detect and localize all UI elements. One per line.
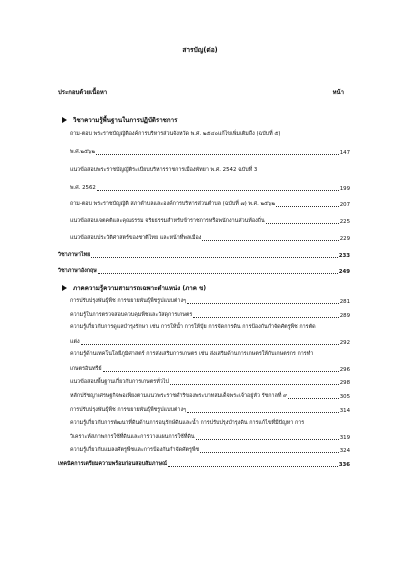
leader-dots <box>103 370 339 372</box>
toc-entry[interactable] <box>70 183 350 192</box>
toc-entry-label: การปรับปรุงพันธุ์พืช การขยายพันธุ์พืชรูปแบบต่างๆ <box>70 407 186 413</box>
leader-dots <box>288 397 339 399</box>
leader-dots <box>187 411 339 413</box>
toc-entry-label: หลักปรัชญาเศรษฐกิจพอเพียงตามแนวพระราชดำริของพระบาทสมเด็จพระเจ้าอยู่หัว รัชกาลที่ ๙ <box>70 393 288 399</box>
toc-page-number: 147 <box>339 150 350 156</box>
toc-page-number: 229 <box>339 236 350 242</box>
page-column-header: หน้า <box>332 89 344 96</box>
toc-entry-label: พ.ศ. 2562 <box>70 185 96 191</box>
leader-dots <box>187 302 339 304</box>
toc-entry-label: การปรับปรุงพันธุ์พืช การขยายพันธุ์พืชรูปแบบต่างๆ <box>70 298 186 304</box>
toc-page-number: 336 <box>338 462 350 468</box>
toc-entry-label: เทคนิคการเตรียมความพร้อมก่อนสอบสัมภาษณ์ <box>58 461 167 467</box>
toc-entry-label: ความรู้ในการตรวจสอบควบคุมพืชและวัสดุการเกษตร <box>70 312 193 318</box>
leader-dots <box>276 205 339 207</box>
toc-page-number: 305 <box>339 394 350 400</box>
toc-entry[interactable] <box>70 432 350 441</box>
toc-entry[interactable] <box>70 310 350 319</box>
toc-entry-line: ถาม-ตอบ พระราชบัญญัติองค์การบริหารส่วนจังหวัด พ.ศ. ๒๕๔๐แก้ไขเพิ่มเติมถึง (ฉบับที่ ๕) <box>70 131 281 137</box>
toc-page-number: 233 <box>338 253 350 259</box>
toc-entry-label: วิเคราะห์สภาพการใช้ที่ดินและการวางแผนการใช้ที่ดิน <box>70 434 195 440</box>
toc-entry-thai[interactable] <box>58 250 350 259</box>
section-a-title: วิชาความรู้พื้นฐานในการปฏิบัติราชการ <box>73 117 178 124</box>
toc-entry[interactable] <box>70 199 350 208</box>
toc-entry[interactable] <box>70 405 350 414</box>
leader-dots <box>200 451 339 453</box>
arrow-bullet-icon <box>62 285 67 291</box>
toc-entry-label: แต่ง <box>70 339 80 345</box>
toc-entry[interactable] <box>70 364 350 373</box>
toc-page-number: 281 <box>339 299 350 305</box>
toc-page-number: 298 <box>339 380 350 386</box>
leader-dots <box>168 465 338 467</box>
toc-entry-label: ความรู้เกี่ยวกับแมลงศัตรูพืชและการป้องกันกำจัดศัตรูพืช <box>70 447 200 453</box>
arrow-bullet-icon <box>62 117 67 123</box>
toc-page-number: 199 <box>339 186 350 192</box>
leader-dots <box>81 343 339 345</box>
toc-entry[interactable] <box>70 377 350 386</box>
toc-entry-label: วิชาภาษาอังกฤษ <box>58 268 97 274</box>
leader-dots <box>266 222 339 224</box>
toc-page-number: 207 <box>339 202 350 208</box>
toc-entry-label: แนวข้อสอบประวัติศาสตร์ของชาติไทย และหน้าที่พลเมือง <box>70 235 202 241</box>
leader-dots <box>196 438 339 440</box>
toc-entry[interactable] <box>70 147 350 156</box>
section-b-title: ภาคความรู้ความสามารถเฉพาะตำแหน่ง (ภาค ข) <box>73 285 207 292</box>
leader-dots <box>193 316 338 318</box>
leader-dots <box>91 256 337 258</box>
toc-entry[interactable] <box>70 233 350 242</box>
leader-dots <box>96 153 339 155</box>
toc-entry-line: ความรู้ด้านเทคโนโลยีภูมิศาสตร์ การส่งเสริมการเกษตร เช่น ส่งเสริมด้านการเกษตรให้กับเกษตรกร การทำ <box>70 351 314 357</box>
leader-dots <box>170 383 339 385</box>
toc-entry[interactable] <box>70 337 350 346</box>
section-b-heading <box>62 283 206 293</box>
toc-entry-line: ความรู้เกี่ยวกับการดูแลบำรุงรักษา เช่น การให้น้ำ การให้ปุ๋ย การจัดการดิน การป้องกันกำจัดศัตรูพืช การตัด <box>70 324 316 330</box>
toc-entry-interview[interactable] <box>58 459 350 468</box>
toc-page-number: 225 <box>339 219 350 225</box>
page-title: สารบัญ(ต่อ) <box>182 46 218 54</box>
toc-entry-label: แนวข้อสอบพื้นฐานเกี่ยวกับการเกษตรทั่วไป <box>70 379 169 385</box>
toc-page-number: 296 <box>339 367 350 373</box>
contents-header: ประกอบด้วยเนื้อหา <box>58 89 108 96</box>
toc-entry-label: วิชาภาษาไทย <box>58 252 91 258</box>
toc-page-number: 324 <box>339 448 350 454</box>
toc-entry-english[interactable] <box>58 266 350 275</box>
toc-entry[interactable] <box>70 296 350 305</box>
toc-entry[interactable] <box>70 445 350 454</box>
toc-entry-label: พ.ศ.๒๕๖๒ <box>70 149 96 155</box>
leader-dots <box>202 239 338 241</box>
toc-page-number: 292 <box>339 340 350 346</box>
leader-dots <box>97 189 339 191</box>
toc-page-number: 314 <box>339 408 350 414</box>
toc-page-number: 249 <box>338 269 350 275</box>
toc-page-number: 289 <box>339 313 350 319</box>
toc-entry-line: แนวข้อสอบพระราชบัญญัติระเบียบบริหารราชการเมืองพัทยา พ.ศ. 2542 ฉบับที่ 3 <box>70 167 258 173</box>
leader-dots <box>98 272 338 274</box>
toc-entry-label: เกษตรอินทรีย์ <box>70 366 102 372</box>
toc-entry-label: ถาม-ตอบ พระราชบัญญัติ สภาตำบลและองค์การบริหารส่วนตำบล (ฉบับที่ ๗) พ.ศ. ๒๕๖๒ <box>70 201 276 207</box>
toc-entry-line: ความรู้เกี่ยวกับการพัฒนาที่ดินด้านการอนุรักษ์ดินและน้ำ การปรับปรุงบำรุงดิน การแก้ไขที่มีปัญหา การ <box>70 420 305 426</box>
toc-entry-label: แนวข้อสอบเจตคติและคุณธรรม จริยธรรมสำหรับข้าราชการหรือพนักงานส่วนท้องถิ่น <box>70 218 265 224</box>
toc-entry[interactable] <box>70 391 350 400</box>
section-a-heading <box>62 115 177 125</box>
toc-page-number: 319 <box>339 435 350 441</box>
toc-entry[interactable] <box>70 216 350 225</box>
